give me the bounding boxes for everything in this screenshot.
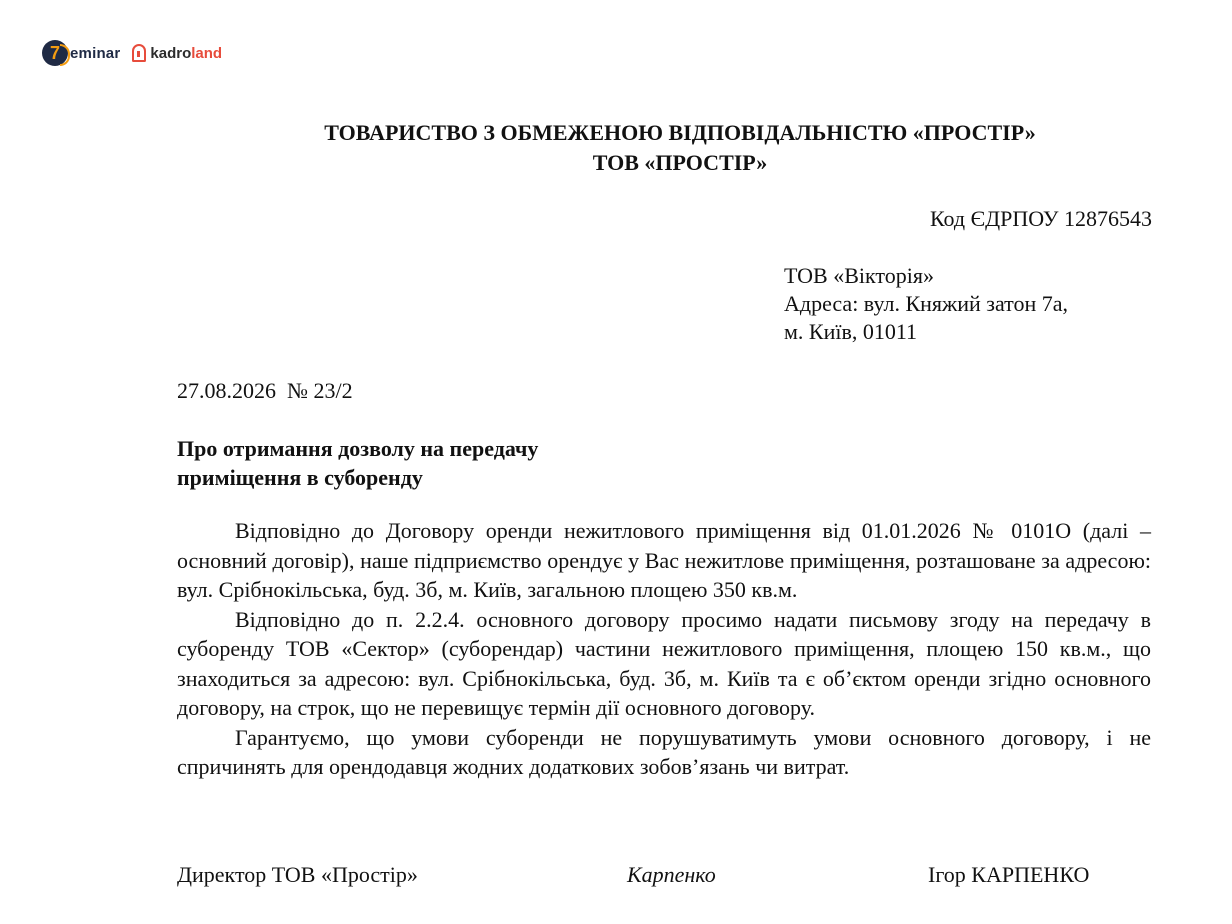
addressee-address-line2: м. Київ, 01011 (784, 319, 918, 344)
addressee-address-line1: Адреса: вул. Княжий затон 7а, (784, 291, 1069, 316)
kadroland-logo-word-part2: land (191, 44, 223, 62)
kadroland-logo-word-part1: kadro (150, 44, 192, 62)
letter-paragraph: Відповідно до п. 2.2.4. основного договору просимо надати письмову згоду на передачу в суборенду ТОВ «Сектор» (суборендар) частини нежитлового приміщення, площею 150 кв.м., що знаходиться за адресою: вул. Срібнокільська, буд. 3б, м. Київ та є об’єктом оренди згідно основного договору, на строк, що не перевищує термін дії основного договору. (177, 606, 1151, 720)
letter-body (177, 516, 1151, 782)
seminar-logo-mark: 7 (49, 43, 60, 63)
letter-paragraph: Відповідно до Договору оренди нежитлового приміщення від 01.01.2026 № 0101О (далі – основний договір), наше підприємство орендує у Вас нежитлове приміщення, розташоване за адресою: вул. Срібнокільська, буд. 3б, м. Київ, загальною площею 350 кв.м. (177, 518, 1151, 602)
letter-date-number: 27.08.2026 № 23/2 (177, 378, 353, 403)
addressee-block (784, 262, 1068, 346)
seminar-logo-word: eminar (70, 44, 121, 62)
seminar-logo (42, 40, 120, 66)
letter-subject (177, 434, 538, 492)
organization-short-name: ТОВ «ПРОСТІР» (592, 150, 768, 175)
organization-full-name: ТОВАРИСТВО З ОБМЕЖЕНОЮ ВІДПОВІДАЛЬНІСТЮ «ПРОСТІР» (324, 120, 1036, 145)
letter-paragraph: Гарантуємо, що умови суборенди не порушуватимуть умови основного договору, і не спричинять для орендодавця жодних додаткових зобов’язань чи витрат. (177, 724, 1151, 779)
addressee-name: ТОВ «Вікторія» (784, 263, 934, 288)
signatory-position: Директор ТОВ «Простір» (177, 862, 418, 887)
signatory-name: Ігор КАРПЕНКО (928, 862, 1090, 887)
seminar-logo-badge (42, 40, 68, 66)
letter-subject-line2: приміщення в суборенду (177, 465, 423, 490)
organization-header (180, 118, 1180, 178)
letter-subject-line1: Про отримання дозволу на передачу (177, 436, 539, 461)
kadroland-logo (132, 44, 222, 62)
kadroland-logo-icon (132, 44, 146, 62)
edrpou-code: Код ЄДРПОУ 12876543 (929, 206, 1152, 231)
header-logos (42, 38, 222, 68)
handwritten-signature: Карпенко (627, 862, 716, 887)
